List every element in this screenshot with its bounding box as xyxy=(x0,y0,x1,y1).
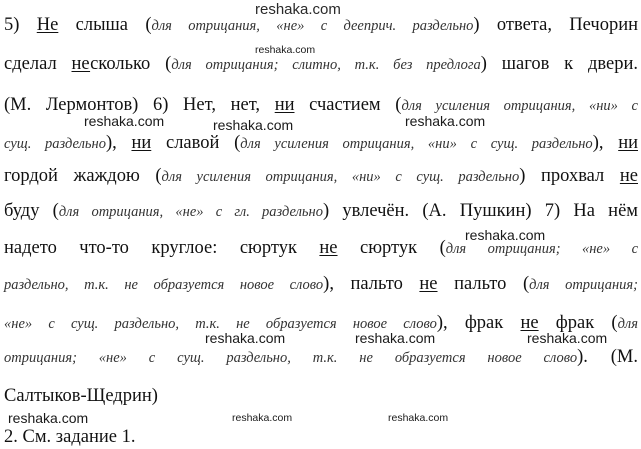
text-fragment: ) шагов к двери. xyxy=(480,54,638,74)
text-fragment: сделал xyxy=(4,54,72,74)
watermark: reshaka.com xyxy=(405,113,486,129)
watermark: reshaka.com xyxy=(527,330,608,346)
grammar-note: для отрицания; «не» с xyxy=(445,241,639,257)
text-fragment: ), пальто xyxy=(323,274,420,294)
text-fragment: славой ( xyxy=(151,133,241,153)
text-fragment: гордой жаждою ( xyxy=(4,166,162,186)
particle-highlight: не xyxy=(419,274,438,294)
grammar-note: отрицания; «не» с сущ. раздельно, т.к. не образуется новое слово xyxy=(4,350,578,366)
particle-highlight: ни xyxy=(274,95,295,115)
text-line xyxy=(4,164,638,189)
text-fragment: буду ( xyxy=(4,201,59,221)
particle-highlight: не xyxy=(71,54,91,74)
grammar-note: для усиления отрицания, «ни» с xyxy=(401,98,638,114)
grammar-note: раздельно, т.к. не образуется новое слово xyxy=(4,277,324,293)
text-fragment: ) прохвал xyxy=(519,166,620,186)
text-line xyxy=(4,131,638,156)
text-fragment: ), фрак xyxy=(436,313,521,333)
grammar-note: для усиления отрицания, «ни» с сущ. раздельно xyxy=(240,136,593,152)
watermark: reshaka.com xyxy=(465,227,546,243)
text-fragment: фрак ( xyxy=(538,313,618,333)
text-fragment: пальто ( xyxy=(437,274,530,294)
text-line xyxy=(4,272,638,297)
watermark: reshaka.com xyxy=(388,412,449,424)
grammar-note: для усиления отрицания, «ни» с сущ. раздельно xyxy=(161,169,520,185)
text-line xyxy=(4,345,638,370)
text-fragment: счастием ( xyxy=(294,95,402,115)
grammar-note: для отрицания; xyxy=(529,277,638,293)
text-fragment: Салтыков-Щедрин) xyxy=(4,386,158,406)
grammar-note: для отрицания, «не» с дееприч. раздельно xyxy=(151,18,474,34)
watermark: reshaka.com xyxy=(255,1,341,18)
watermark: reshaka.com xyxy=(255,44,316,56)
text-line xyxy=(4,425,638,449)
text-fragment: ), xyxy=(592,133,619,153)
text-fragment: ). (М. xyxy=(577,347,638,367)
text-fragment: 2. См. задание 1. xyxy=(4,427,136,447)
particle-highlight: ни xyxy=(131,133,152,153)
watermark: reshaka.com xyxy=(84,113,165,129)
particle-highlight: не xyxy=(520,313,539,333)
text-fragment: сколько ( xyxy=(90,54,172,74)
text-fragment: ), xyxy=(105,133,132,153)
grammar-note: «не» с сущ. раздельно, т.к. не образуется новое слово xyxy=(4,316,437,332)
text-fragment: сюртук ( xyxy=(337,238,446,258)
text-fragment: надето что-то круглое: сюртук xyxy=(4,238,320,258)
text-line xyxy=(4,52,638,77)
text-fragment: ) увлечён. (А. Пушкин) 7) На нём xyxy=(322,201,638,221)
particle-highlight: ни xyxy=(618,133,638,153)
text-fragment: (М. Лермонтов) 6) Нет, нет, xyxy=(4,95,275,115)
text-line xyxy=(4,199,638,224)
particle-highlight: не xyxy=(319,238,338,258)
watermark: reshaka.com xyxy=(8,410,89,426)
watermark: reshaka.com xyxy=(213,117,294,133)
watermark: reshaka.com xyxy=(355,330,436,346)
watermark: reshaka.com xyxy=(205,330,286,346)
text-fragment: слыша ( xyxy=(58,15,152,35)
particle-highlight: не xyxy=(619,166,638,186)
grammar-note: для xyxy=(617,316,638,332)
grammar-note: для отрицания; слитно, т.к. без предлога xyxy=(171,57,481,73)
text-line xyxy=(4,384,638,408)
particle-highlight: Не xyxy=(36,15,59,35)
text-fragment: ) ответа, Печорин xyxy=(473,15,638,35)
grammar-note: для отрицания, «не» с гл. раздельно xyxy=(58,204,323,220)
text-fragment: 5) xyxy=(4,15,37,35)
grammar-note: сущ. раздельно xyxy=(4,136,106,152)
watermark: reshaka.com xyxy=(232,412,293,424)
